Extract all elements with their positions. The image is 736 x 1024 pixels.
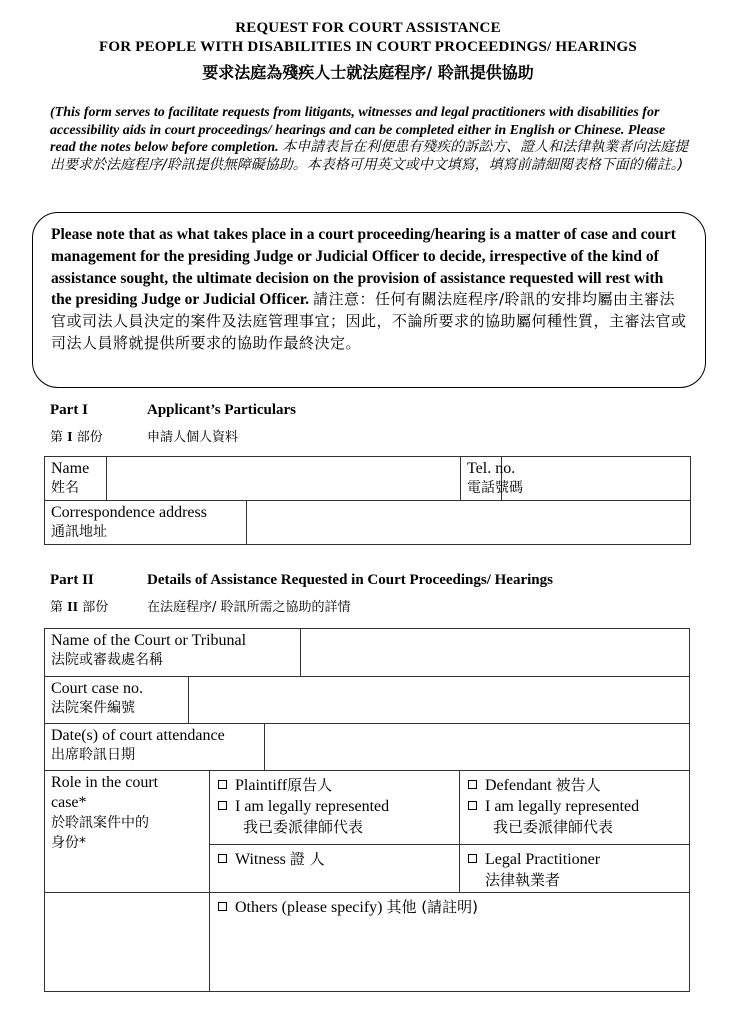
date-label-chinese: 出席聆訊日期	[51, 747, 135, 763]
date-field[interactable]	[265, 724, 689, 771]
intro-paragraph	[50, 104, 690, 174]
witness-option-cell	[210, 845, 460, 893]
role-label-line2: case*	[51, 794, 87, 811]
part1-title-chinese: 申請人個人資料	[147, 430, 239, 445]
defendant-checkbox[interactable]: Defendant 被告人	[468, 775, 681, 796]
address-label-cell	[45, 501, 247, 545]
name-field[interactable]	[107, 457, 461, 501]
checkbox-icon	[218, 780, 227, 789]
court-label-cell	[45, 629, 301, 677]
address-field[interactable]	[247, 501, 691, 545]
tel-label-cell	[461, 457, 524, 501]
caseno-label-cell	[45, 677, 189, 724]
note-english: Please note that as what takes place in a court proceeding/hearing is a matter of case and court management for the presiding Judge or Judicial Officer to decide, irrespective of the kind of assistance sought, the ultimate decision on the provision of assistance requested will rest with the presiding Judge or Judicial Officer.	[51, 226, 676, 309]
address-label: Correspondence address	[51, 504, 207, 521]
checkbox-icon	[468, 780, 477, 789]
plaintiff-option-cell	[210, 771, 460, 845]
name-label-chinese: 姓名	[51, 480, 79, 496]
intro-chinese: 本申請表旨在利便患有殘疾的訴訟方、證人和法律執業者向法庭提出要求於法庭程序/聆訊提供無障礙協助。本表格可用英文或中文填寫，填寫前請細閱表格下面的備註。)	[50, 139, 689, 173]
defendant-represented-checkbox[interactable]: I am legally represented	[468, 796, 681, 817]
legal-practitioner-checkbox[interactable]: Legal Practitioner	[468, 849, 681, 870]
caseno-label-chinese: 法院案件編號	[51, 700, 135, 716]
applicant-particulars-table	[44, 456, 691, 545]
witness-checkbox[interactable]: Witness 證 人	[218, 849, 451, 870]
address-label-chinese: 通訊地址	[51, 524, 107, 540]
date-label-cell	[45, 724, 265, 771]
part1-label: Part I	[50, 402, 88, 418]
role-label-cell	[45, 771, 210, 893]
legal-practitioner-option-cell	[460, 845, 689, 893]
tel-field[interactable]	[502, 457, 691, 501]
part2-title: Details of Assistance Requested in Court Proceedings/ Hearings	[147, 572, 553, 588]
part1-label-chinese: 第 I 部份	[50, 430, 103, 445]
others-option-cell	[210, 893, 689, 991]
role-label-line1: Role in the court	[51, 774, 159, 791]
caseno-field[interactable]	[189, 677, 689, 724]
checkbox-icon	[468, 854, 477, 863]
role-blank-cell	[45, 893, 210, 991]
part2-label-chinese: 第 II 部份	[50, 600, 109, 615]
checkbox-icon	[218, 801, 227, 810]
plaintiff-represented-checkbox[interactable]: I am legally represented	[218, 796, 451, 817]
form-title-line2: FOR PEOPLE WITH DISABILITIES IN COURT PROCEEDINGS/ HEARINGS	[99, 39, 637, 55]
tel-label-chinese: 電話號碼	[467, 480, 524, 496]
court-label: Name of the Court or Tribunal	[51, 632, 247, 649]
defendant-represented-chinese: 我已委派律師代表	[493, 818, 614, 836]
plaintiff-represented-chinese: 我已委派律師代表	[243, 818, 364, 836]
court-label-chinese: 法院或審裁處名稱	[51, 652, 163, 668]
name-label: Name	[51, 460, 90, 477]
role-label-chinese-line1: 於聆訊案件中的	[51, 815, 149, 831]
form-title-line1: REQUEST FOR COURT ASSISTANCE	[235, 20, 501, 36]
checkbox-icon	[218, 902, 227, 911]
legal-practitioner-chinese: 法律執業者	[485, 871, 561, 889]
checkbox-icon	[468, 801, 477, 810]
court-field[interactable]	[301, 629, 689, 677]
part2-label: Part II	[50, 572, 94, 588]
checkbox-icon	[218, 854, 227, 863]
intro-english: (This form serves to facilitate requests from litigants, witnesses and legal practitioners with disabilities for accessibility aids in court proceedings/ hearings and can be completed either in English or Chinese. Please read the notes below before completion.	[50, 105, 666, 155]
part2-title-chinese: 在法庭程序/ 聆訊所需之協助的詳情	[147, 600, 351, 615]
name-label-cell	[45, 457, 107, 501]
caseno-label: Court case no.	[51, 680, 143, 697]
date-label: Date(s) of court attendance	[51, 727, 225, 744]
others-checkbox[interactable]: Others (please specify) 其他 (請註明)	[218, 897, 681, 918]
important-note-box	[32, 212, 706, 388]
form-title-chinese: 要求法庭為殘疾人士就法庭程序/ 聆訊提供協助	[202, 63, 534, 82]
assistance-details-table	[44, 628, 690, 992]
note-chinese: 請注意：任何有關法庭程序/聆訊的安排均屬由主審法官或司法人員決定的案件及法庭管理事宜；因此，不論所要求的協助屬何種性質，主審法官或司法人員將就提供所要求的協助作最終決定。	[51, 290, 687, 352]
defendant-option-cell	[460, 771, 689, 845]
plaintiff-checkbox[interactable]: Plaintiff原告人	[218, 775, 451, 796]
part1-title: Applicant’s Particulars	[147, 402, 297, 418]
tel-label: Tel. no.	[467, 460, 516, 477]
role-label-chinese-line2: 身份*	[51, 835, 86, 851]
